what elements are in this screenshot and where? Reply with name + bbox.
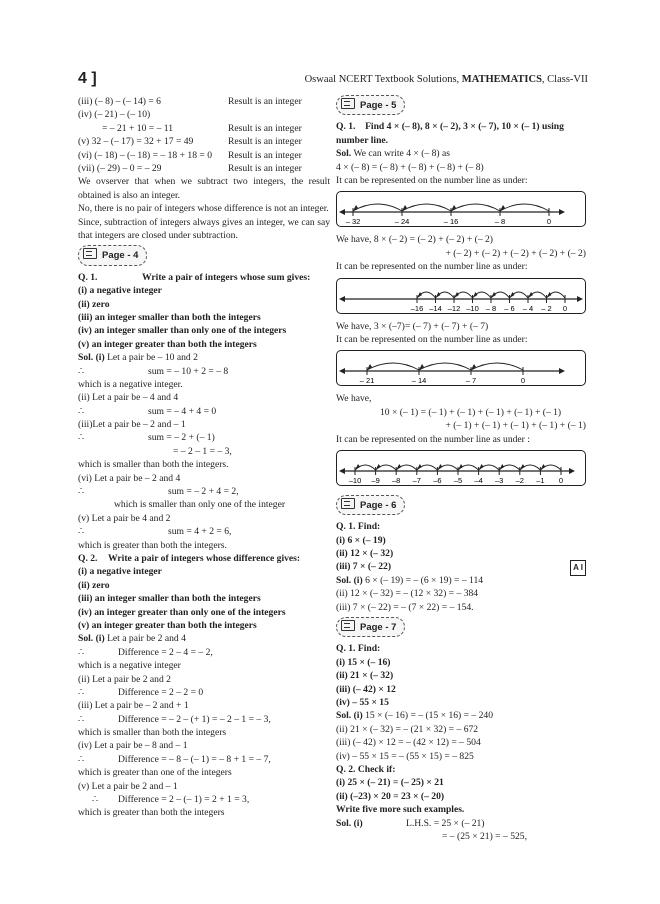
- arc-arrowhead: [491, 292, 496, 298]
- arc-arrowhead: [540, 464, 545, 470]
- number-line-svg: [337, 451, 577, 485]
- tick-label: 0: [562, 303, 568, 313]
- jump-arc: [471, 363, 523, 370]
- page-6-badge: Page - 6: [336, 495, 405, 515]
- arc-arrowhead: [479, 464, 484, 470]
- right-arrowhead: [577, 296, 583, 302]
- jump-arc: [451, 204, 500, 211]
- page-4-badge: Page - 4: [78, 245, 147, 265]
- jump-arc: [402, 204, 451, 211]
- question-heading: Q. 1. Find 4 × (– 8), 8 × (– 2), 3 × (– 7), 10 × (– 1) using number line.: [336, 121, 564, 146]
- page-5-badge: Page - 5: [336, 95, 405, 115]
- number-line-4x-8: [336, 191, 586, 227]
- tick-label: –6: [433, 475, 442, 485]
- number-line-svg: [337, 192, 567, 226]
- result-line: (iii) (– 8) – (– 14) = 6 Result is an integer: [78, 96, 302, 107]
- tick-label: –1: [536, 475, 545, 485]
- arc-arrowhead: [376, 464, 381, 470]
- paragraph: No, there is no pair of integers whose difference is not an integer.: [78, 203, 329, 215]
- number-line-svg: [337, 351, 567, 385]
- tick-label: –10: [466, 303, 479, 313]
- tick-label: –16: [410, 303, 424, 313]
- page-number: 4 ]: [78, 70, 97, 87]
- tick-label: –8: [392, 475, 401, 485]
- right-arrowhead: [559, 209, 565, 215]
- tick-label: –9: [371, 475, 380, 485]
- tick-label: – 32: [345, 217, 361, 227]
- paragraph: Since, subtraction of integers always gives an integer, we can say that integers are closed under subtraction.: [78, 216, 330, 241]
- book-icon: [341, 98, 355, 109]
- tick-label: – 14: [411, 376, 427, 386]
- tick-label: –5: [453, 475, 463, 485]
- page-7-badge: Page - 7: [336, 617, 405, 637]
- arc-arrowhead: [473, 292, 478, 298]
- tick-label: –12: [447, 303, 461, 313]
- tick-label: – 4: [522, 303, 534, 313]
- left-column: (iii) (– 8) – (– 14) = 6 Result is an integer (iv) (– 21) – (– 10) = – 21 + 10 = – 11 Result is an integer (v) 32 – (– 17) = 32 + 17 = 49 Result is an integer (vi) (– 18) – (– 18) = – 18 + 18 = 0 Result is an integer (vii) (– 29) – 0 = – 29 Result is an integer We ovserver that when we subtract two integers, the result obtained is also an integer. No, there is no pair of integers whose difference is not an integer. Since, subtraction of integers always gives an integer, we can say that integers are closed under subtraction. Page - 4 Q. 1. Write a pair of integers whose sum gives: (i) a negative integer (ii) zero (iii) an integer smaller than both the integers (iv) an integer smaller than only one of the integers (v) an integer greater than both the integers Sol. (i) Let a pair be – 10 and 2 ∴ sum = – 10 + 2 = – 8 which is a negative integer. (ii) Let a pair be – 4 and 4 ∴ sum = – 4 + 4 = 0 (iii)Let a pair be – 2 and – 1 ∴ sum = – 2 + (– 1) = – 2 – 1 = – 3, which is smaller than both the integers. (vi) Let a pair be – 2 and 4 ∴ sum = – 2 + 4 = 2, which is smaller than only one of the integer (v) Let a pair be 4 and 2 ∴ sum = 4 + 2 = 6, which is greater than both the integers. Q. 2. Write a pair of integers whose difference gives: (i) a negative integer (ii) zero (iii) an integer smaller than both the integers (iv) an integer greater than only one of the integers (v) an integer greater than both the integers Sol. (i) Let a pair be 2 and 4 ∴ Difference = 2 – 4 = – 2, which is a negative integer (ii) Let a pair be 2 and 2 ∴ Difference = 2 – 2 = 0 (iii) Let a pair be – 2 and + 1 ∴ Difference = – 2 – (+ 1) = – 2 – 1 = – 3, which is smaller than both the integers (iv) Let a pair be – 8 and – 1 ∴ Difference = – 8 – (– 1) = – 8 + 1 = – 7, which is greater than one of the integers (v) Let a pair be 2 and – 1 ∴ Difference = 2 – (– 1) = 2 + 1 = 3, which is greater than both the integers: [78, 96, 330, 819]
- tick-label: – 2: [541, 303, 552, 313]
- book-title: Oswaal NCERT Textbook Solutions, MATHEMATICS, Class-VII: [304, 74, 588, 85]
- tick-label: – 21: [359, 376, 375, 386]
- jump-arc: [353, 204, 402, 211]
- tick-label: 0: [546, 217, 552, 227]
- arc-arrowhead: [547, 292, 552, 298]
- tick-label: –10: [348, 475, 362, 485]
- arc-arrowhead: [355, 464, 360, 470]
- jump-arc: [419, 363, 471, 370]
- left-arrowhead: [339, 209, 345, 215]
- tick-label: – 6: [504, 303, 515, 313]
- tick-label: – 8: [485, 303, 497, 313]
- arc-arrowhead: [528, 292, 533, 298]
- right-arrowhead: [559, 368, 565, 374]
- number-line-10x-1: [336, 450, 586, 486]
- jump-arc: [367, 363, 419, 370]
- right-column: Page - 5 Q. 1. Find 4 × (– 8), 8 × (– 2), 3 × (– 7), 10 × (– 1) using number line. Sol. We can write 4 × (– 8) as 4 × (– 8) = (– 8) + (– 8) + (– 8) + (– 8) It can be represented on the number line as under: – 32 – 24 – 16 – 8 0 We have, 8 × (– 2) = (– 2) + (– 2) + (– 2) + (– 2) + (– 2) + (– 2) + (– 2) + (– 2) It can be represented on the number line as under: –16 –14 –12 –10 – 8 – 6 – 4 – 2 0 We have, 3 × (–7)= (– 7) + (– 7) + (– 7) It can be represented on the number line as under: – 21 – 14 – 7 0 We have, 10 × (– 1) = (– 1) + (– 1) + (– 1) + (– 1) + (– 1) + (– 1) + (– 1) + (– 1) + (– 1) + (– 1) It can be represented on the number line as under : –10 –9 –8 –7 –6 –5 –4 –3 –2 –1 0 Page - 6 Q. 1. Find: (i) 6 × (– 19) (ii) 12 × (– 32) (iii) 7 × (– 22) A I Sol. (i) 6 × (– 19) = – (6 × 19) = – 114 (ii) 12 × (– 32) = – (12 × 32) = – 384 (iii) 7 × (– 22) = – (7 × 22) = – 154. Page - 7 Q. 1. Find: (i) 15 × (– 16) (ii) 21 × (– 32) (iii) (– 42) × 12 (iv) – 55 × 15 Sol. (i) 15 × (– 16) = – (15 × 16) = – 240 (ii) 21 × (– 32) = – (21 × 32) = – 672 (iii) (– 42) × 12 = – (42 × 12) = – 504 (iv) – 55 × 15 = – (55 × 15) = – 825 Q. 2. Check if: (i) 25 × (– 21) = (– 25) × 21 (ii) (–23) × 20 = 23 × (– 20) Write five more such examples. Sol. (i) L.H.S. = 25 × (– 21) = – (25 × 21) = – 525,: [336, 95, 586, 843]
- number-line-3x-7: [336, 350, 586, 386]
- book-icon: [341, 498, 355, 509]
- question-heading: Q. 2. Write a pair of integers whose difference gives:: [78, 552, 301, 564]
- arc-arrowhead: [396, 464, 401, 470]
- tick-label: –3: [495, 475, 504, 485]
- tick-label: – 7: [465, 376, 477, 386]
- arc-arrowhead: [436, 292, 441, 298]
- question-heading: Q. 1. Write a pair of integers whose sum gives:: [78, 271, 311, 283]
- paragraph: We ovserver that when we subtract two integers, the result obtained is also an integer.: [78, 176, 330, 201]
- tick-label: – 16: [443, 217, 459, 227]
- tick-label: –7: [412, 475, 421, 485]
- jump-arc: [500, 204, 549, 211]
- tick-label: –2: [515, 475, 524, 485]
- number-line-svg: [337, 279, 585, 313]
- arc-arrowhead: [510, 292, 515, 298]
- arc-arrowhead: [417, 464, 422, 470]
- number-line-8x-2: [336, 278, 586, 314]
- left-arrowhead: [339, 368, 345, 374]
- arc-arrowhead: [520, 464, 525, 470]
- arc-arrowhead: [437, 464, 442, 470]
- tick-label: – 8: [494, 217, 506, 227]
- left-arrowhead: [339, 296, 345, 302]
- ai-tag: A I: [570, 560, 586, 575]
- tick-label: 0: [520, 376, 526, 386]
- tick-label: –14: [429, 303, 442, 313]
- book-icon: [83, 248, 97, 259]
- left-arrowhead: [339, 468, 345, 474]
- right-arrowhead: [569, 468, 575, 474]
- tick-label: –4: [474, 475, 483, 485]
- arc-arrowhead: [499, 464, 504, 470]
- arc-arrowhead: [417, 292, 422, 298]
- tick-label: 0: [558, 475, 564, 485]
- arc-arrowhead: [454, 292, 459, 298]
- book-icon: [341, 620, 355, 631]
- arc-arrowhead: [458, 464, 463, 470]
- tick-label: – 24: [394, 217, 410, 227]
